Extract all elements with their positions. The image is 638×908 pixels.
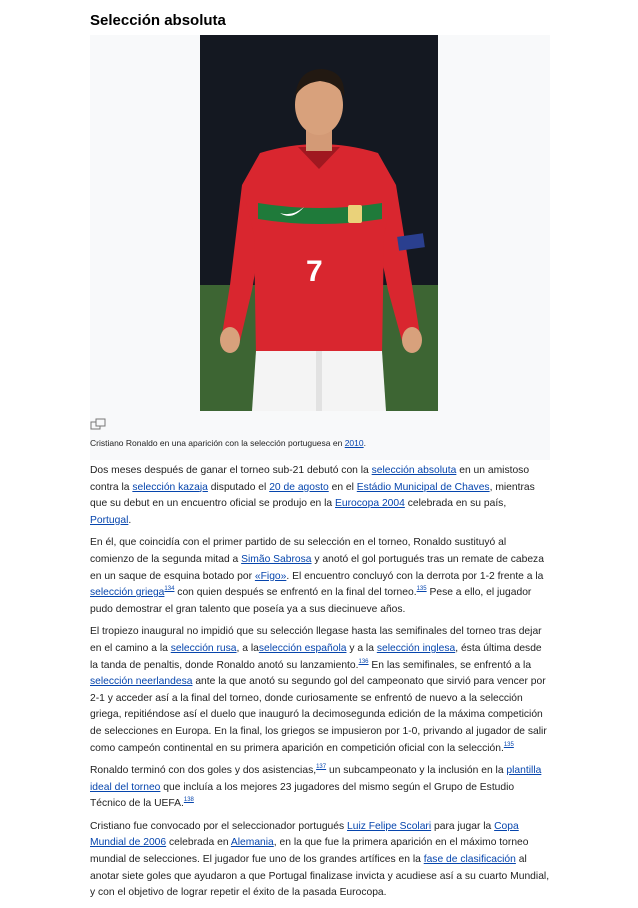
paragraph-text: con quien después se enfrentó en la final del torneo.: [174, 587, 417, 599]
paragraph-text: y a la: [346, 642, 377, 654]
article-link[interactable]: 20 de agosto: [269, 481, 329, 493]
paragraph-text: En las semifinales, se enfrentó a la: [368, 659, 532, 671]
paragraph-text: disputado el: [207, 481, 270, 493]
reference-link[interactable]: 135: [416, 586, 427, 593]
paragraph-text: en un amistoso contra la: [90, 465, 530, 493]
reference-link[interactable]: 137: [316, 764, 327, 771]
player-photo[interactable]: [200, 35, 438, 411]
article-link[interactable]: selección española: [258, 642, 347, 654]
paragraph-text: Ronaldo terminó con dos goles y dos asistencias,: [90, 765, 317, 777]
paragraph-text: en el: [328, 481, 357, 493]
caption-end: .: [363, 438, 366, 448]
paragraph: [90, 624, 550, 757]
article-link[interactable]: Portugal: [90, 514, 129, 526]
reference-link[interactable]: 134: [164, 586, 175, 593]
paragraph-text: un subcampeonato y la inclusión en la: [326, 765, 507, 777]
article-link[interactable]: Alemania: [230, 837, 274, 849]
paragraph: [90, 535, 550, 618]
article-link[interactable]: selección inglesa: [376, 642, 456, 654]
reference-link[interactable]: 138: [183, 797, 194, 804]
reference-link[interactable]: 135: [503, 741, 514, 748]
paragraph-text: para jugar la: [431, 820, 495, 832]
player-illustration: [200, 35, 438, 411]
paragraph: [90, 763, 550, 813]
paragraph: [90, 463, 550, 529]
article-link[interactable]: selección griega: [90, 587, 165, 599]
paragraph-text: que incluía a los mejores 23 jugadores del mismo según el Grupo de Estudio Técnico de la UEFA.: [90, 781, 515, 810]
paragraph-text: Dos meses después de ganar el torneo sub-21 debutó con la: [90, 465, 372, 476]
paragraph-text: ante la que anotó su segundo gol del campeonato que sirvió para vencer por 2-1 y acceder así a la final del torneo, donde curiosamente se enfrentó de nuevo a la selección griega, repitiéndose así el duelo que inauguró la decimosegunda edición de la máxima competición de selecciones en Europa. En la final, los griegos se impusieron por 1-0, privando al jugador de salir como campeón continental en su primera aparición en competición oficial con la selección.: [90, 676, 547, 754]
article-link[interactable]: selección kazaja: [132, 481, 208, 493]
paragraph-text: y anotó el gol portugués tras un remate de cabeza en un saque de esquina botado por: [90, 553, 544, 582]
jersey-number: 7: [306, 255, 323, 288]
article-link[interactable]: Estádio Municipal de Chaves: [356, 481, 490, 493]
paragraph-text: El tropiezo inaugural no impidió que su selección llegase hasta las semifinales del torneo tras dejar en el camino a la: [90, 626, 542, 654]
article-link[interactable]: Copa Mundial de 2006: [90, 820, 519, 849]
reference-link[interactable]: 136: [358, 658, 369, 665]
paragraph-text: .: [128, 514, 132, 526]
article-link[interactable]: Luiz Felipe Scolari: [347, 820, 432, 832]
figure-box: [90, 35, 550, 460]
article-link[interactable]: selección absoluta: [371, 465, 457, 476]
caption-link-2010[interactable]: 2010: [344, 438, 364, 448]
paragraph-text: Pese a ello, el jugador pudo demostrar el gran talento que poseía ya a sus diecinueve años.: [90, 587, 532, 615]
article-link[interactable]: fase de clasificación: [423, 854, 516, 866]
paragraph-text: al anotar siete goles que ayudaron a que Portugal finalizase invicta y acudiese así a su cuarto Mundial, y con el objetivo de lograr repetir el éxito de la pasada Eurocopa.: [90, 854, 550, 899]
paragraph-text: Cristiano fue convocado por el seleccionador portugués: [90, 820, 348, 832]
paragraph-text: , a la: [236, 642, 259, 654]
article-link[interactable]: Eurocopa 2004: [335, 498, 405, 510]
paragraph-text: , mientras que su debut en un encuentro oficial se produjo en la: [90, 481, 535, 510]
paragraph-text: celebrada en su país,: [404, 498, 507, 510]
paragraph-text: , en la que fue la primera aparición en el máximo torneo mundial de selecciones. El jugador fue uno de los grandes artífices en la: [90, 837, 529, 866]
article-link[interactable]: selección neerlandesa: [90, 676, 193, 688]
paragraph-text: , ésta última desde la tanda de penaltis, donde Ronaldo anotó su lanzamiento.: [90, 642, 542, 671]
article-body: [90, 463, 550, 908]
paragraph-text: . El encuentro concluyó con la derrota por 1-2 frente a la: [286, 570, 544, 582]
paragraph-text: En él, que coincidía con el primer partido de su selección en el torneo, Ronaldo sustituyó al comienzo de la segunda mitad a: [90, 537, 507, 565]
paragraph-text: celebrada en: [166, 837, 231, 849]
caption-text: Cristiano Ronaldo en una aparición con la selección portuguesa en: [90, 438, 345, 448]
section-title: Selección absoluta: [90, 12, 226, 29]
article-link[interactable]: plantilla ideal del torneo: [90, 765, 542, 793]
enlarge-icon[interactable]: [90, 418, 106, 430]
paragraph: [90, 819, 550, 902]
article-link[interactable]: «Figo»: [254, 570, 287, 582]
figure-caption: [90, 437, 550, 449]
article-link[interactable]: selección rusa: [170, 642, 237, 654]
article-link[interactable]: Simão Sabrosa: [241, 553, 312, 565]
